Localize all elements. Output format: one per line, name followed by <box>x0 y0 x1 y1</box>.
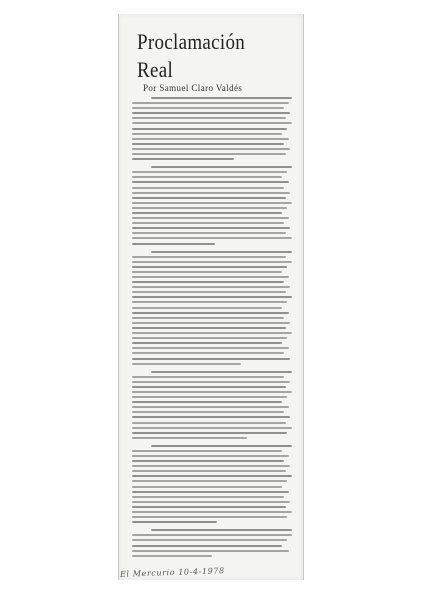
text-line <box>132 491 289 493</box>
text-line <box>151 371 292 373</box>
text-line <box>151 97 292 99</box>
text-line <box>132 158 234 160</box>
text-line <box>132 342 282 344</box>
text-line <box>132 192 290 194</box>
text-line <box>132 545 282 547</box>
text-line <box>132 187 284 189</box>
article-title-line-2: Real <box>137 58 174 83</box>
text-line <box>132 386 286 388</box>
text-line <box>132 416 290 418</box>
text-line <box>132 363 241 365</box>
text-line <box>132 516 287 518</box>
text-line <box>132 122 292 124</box>
text-line <box>132 358 290 360</box>
text-line <box>132 237 292 239</box>
text-line <box>132 506 286 508</box>
text-line <box>132 281 284 283</box>
text-line <box>132 381 290 383</box>
text-line <box>132 102 289 104</box>
text-line <box>132 117 286 119</box>
text-line <box>132 176 282 178</box>
text-line <box>132 243 215 245</box>
text-line <box>132 222 284 224</box>
text-line <box>132 406 289 408</box>
text-line <box>132 202 292 204</box>
article-paragraph <box>132 371 292 439</box>
text-line <box>151 445 292 447</box>
text-line <box>132 391 292 393</box>
text-line <box>132 143 284 145</box>
text-line <box>132 486 282 488</box>
text-line <box>132 337 287 339</box>
text-line <box>132 197 286 199</box>
text-line <box>132 261 292 263</box>
text-line <box>151 251 292 253</box>
article-paragraph <box>132 529 292 556</box>
text-line <box>132 470 286 472</box>
handwritten-note: El Mercurio 10-4-1978 <box>119 566 225 579</box>
text-line <box>132 322 290 324</box>
text-line <box>132 501 290 503</box>
text-line <box>132 352 284 354</box>
text-line <box>132 539 287 541</box>
text-line <box>132 427 292 429</box>
article-paragraph <box>132 166 292 244</box>
text-line <box>132 138 289 140</box>
text-line <box>132 291 286 293</box>
text-line <box>132 450 282 452</box>
text-line <box>132 422 286 424</box>
article-byline: Por Samuel Claro Valdés <box>143 83 243 93</box>
text-line <box>132 475 292 477</box>
text-line <box>132 128 287 130</box>
text-line <box>132 153 286 155</box>
text-line <box>132 271 282 273</box>
text-line <box>132 112 290 114</box>
text-line <box>132 171 287 173</box>
text-line <box>132 327 286 329</box>
text-line <box>132 460 284 462</box>
text-line <box>132 276 289 278</box>
text-line <box>132 217 289 219</box>
text-line <box>132 480 287 482</box>
text-line <box>151 166 292 168</box>
text-line <box>132 207 287 209</box>
text-line <box>132 396 287 398</box>
text-line <box>132 411 284 413</box>
article-paragraph <box>132 445 292 523</box>
text-line <box>132 312 289 314</box>
text-line <box>132 296 292 298</box>
text-line <box>132 232 286 234</box>
text-line <box>132 496 284 498</box>
text-line <box>132 317 284 319</box>
text-line <box>132 227 290 229</box>
text-line <box>132 133 282 135</box>
text-line <box>132 181 289 183</box>
article-body-column <box>132 97 292 563</box>
text-line <box>132 376 284 378</box>
text-line <box>132 256 286 258</box>
article-paragraph <box>132 97 292 160</box>
text-line <box>132 550 289 552</box>
text-line <box>132 432 287 434</box>
article-title-line-1: Proclamación <box>137 30 246 55</box>
text-line <box>132 511 292 513</box>
article-paragraph <box>132 251 292 365</box>
text-line <box>132 286 290 288</box>
text-line <box>132 266 287 268</box>
text-line <box>132 465 290 467</box>
text-line <box>132 307 282 309</box>
text-line <box>132 107 284 109</box>
text-line <box>132 401 282 403</box>
text-line <box>132 332 292 334</box>
text-line <box>132 555 212 557</box>
text-line <box>132 347 289 349</box>
text-line <box>132 301 287 303</box>
text-line <box>132 212 282 214</box>
text-line <box>132 437 247 439</box>
text-line <box>151 529 292 531</box>
text-line <box>132 534 292 536</box>
text-line <box>132 521 217 523</box>
text-line <box>132 148 290 150</box>
text-line <box>132 455 289 457</box>
